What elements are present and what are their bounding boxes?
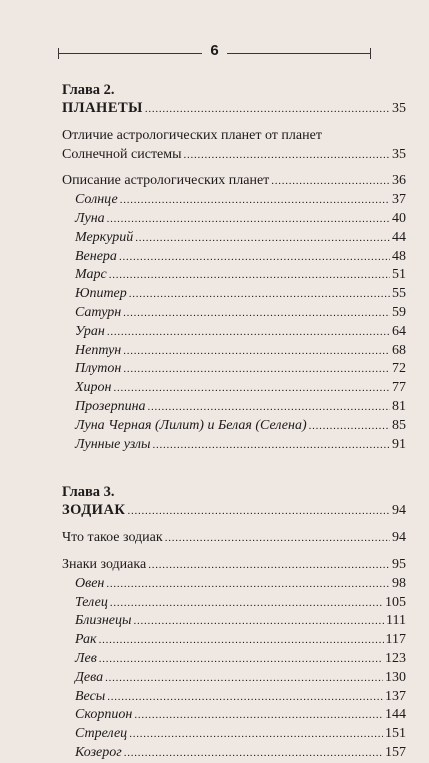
toc-subentry-page: 157	[385, 744, 406, 760]
toc-entry-page: 35	[392, 146, 406, 162]
spacer	[62, 164, 406, 172]
toc-subentry-text: Рак	[75, 632, 97, 648]
leader-dots	[107, 323, 390, 342]
toc-subentry[interactable]	[62, 706, 406, 725]
toc-entry-page: 94	[392, 530, 406, 546]
toc-subentry[interactable]	[62, 210, 406, 229]
leader-dots	[309, 417, 390, 436]
page-number-label: 6	[202, 42, 226, 59]
leader-dots	[99, 650, 383, 669]
leader-dots	[120, 191, 390, 210]
toc-subentry[interactable]	[62, 398, 406, 417]
toc-subentry-page: 37	[392, 192, 406, 208]
toc-subentry-page: 98	[392, 575, 406, 591]
chapter-title-entry-page: 94	[392, 503, 406, 519]
leader-dots	[145, 100, 390, 119]
toc-subentry[interactable]	[62, 417, 406, 436]
toc-subentry[interactable]	[62, 725, 406, 744]
chapter-label: Глава 3.	[62, 484, 115, 501]
toc-subentry-text: Лунные узлы	[75, 436, 151, 452]
leader-dots	[106, 575, 390, 594]
toc-entry[interactable]	[62, 127, 406, 146]
toc-subentry-text: Прозерпина	[75, 398, 146, 414]
toc-subentry-text: Козерог	[75, 744, 122, 760]
toc-subentry-text: Меркурий	[75, 229, 134, 245]
toc-subentry-page: 55	[392, 286, 406, 302]
toc-subentry-text: Лев	[75, 650, 97, 666]
toc-subentry[interactable]	[62, 229, 406, 248]
toc-section-text: Знаки зодиака	[62, 556, 147, 572]
leader-dots	[129, 285, 390, 304]
toc-subentry-text: Луна	[75, 210, 105, 226]
toc-subentry-page: 105	[385, 594, 406, 610]
toc-subentry-page: 117	[385, 632, 406, 648]
page-number	[0, 42, 429, 59]
toc-subentry-page: 44	[392, 229, 406, 245]
spacer	[62, 548, 406, 556]
toc-section[interactable]	[62, 556, 406, 575]
toc-subentry-page: 68	[392, 342, 406, 358]
leader-dots	[135, 229, 390, 248]
chapter-title-entry[interactable]	[62, 99, 406, 119]
toc-subentry-text: Скорпион	[75, 707, 133, 723]
leader-dots	[123, 360, 390, 379]
toc-subentry-text: Солнце	[75, 192, 118, 208]
toc-subentry-page: 85	[392, 417, 406, 433]
toc-subentry-page: 59	[392, 304, 406, 320]
toc-entry[interactable]	[62, 529, 406, 548]
leader-dots	[114, 379, 391, 398]
toc-subentry[interactable]	[62, 323, 406, 342]
toc-subentry-page: 77	[392, 380, 406, 396]
toc-subentry[interactable]	[62, 379, 406, 398]
table-of-contents	[62, 82, 406, 763]
toc-subentry[interactable]	[62, 191, 406, 210]
leader-dots	[153, 436, 390, 455]
toc-subentry-page: 137	[385, 688, 406, 704]
leader-dots	[271, 172, 390, 191]
toc-subentry[interactable]	[62, 266, 406, 285]
toc-subentry-page: 72	[392, 361, 406, 377]
toc-entry-text: Отличие астрологических планет от планет	[62, 127, 322, 143]
toc-subentry[interactable]	[62, 575, 406, 594]
chapter-label: Глава 2.	[62, 82, 115, 98]
toc-subentry[interactable]	[62, 304, 406, 323]
toc-subentry-text: Юпитер	[75, 286, 127, 302]
toc-subentry-text: Стрелец	[75, 726, 128, 742]
toc-subentry-page: 130	[385, 669, 406, 685]
toc-subentry-page: 48	[392, 248, 406, 264]
leader-dots	[99, 631, 384, 650]
toc-subentry[interactable]	[62, 612, 406, 631]
leader-dots	[123, 304, 390, 323]
leader-dots	[110, 594, 383, 613]
leader-dots	[133, 612, 384, 631]
toc-section-text: Описание астрологических планет	[62, 173, 270, 189]
toc-subentry-page: 40	[392, 210, 406, 226]
toc-subentry[interactable]	[62, 650, 406, 669]
leader-dots	[124, 744, 383, 763]
toc-subentry-text: Нептун	[75, 342, 122, 358]
leader-dots	[105, 669, 383, 688]
toc-subentry-text: Плутон	[75, 361, 122, 377]
toc-section-page: 36	[392, 173, 406, 189]
toc-subentry-text: Уран	[75, 323, 105, 339]
leader-dots	[127, 502, 390, 521]
toc-subentry-page: 51	[392, 267, 406, 283]
leader-dots	[148, 556, 390, 575]
toc-subentry[interactable]	[62, 436, 406, 455]
toc-subentry[interactable]	[62, 631, 406, 650]
chapter-title-entry-text: ПЛАНЕТЫ	[62, 100, 143, 116]
toc-entry-text: Солнечной системы	[62, 146, 182, 162]
toc-subentry-text: Марс	[75, 267, 107, 283]
toc-entry[interactable]	[62, 146, 406, 165]
leader-dots	[123, 342, 390, 361]
toc-subentry-text: Дева	[75, 669, 104, 685]
toc-section-page: 95	[392, 556, 406, 572]
toc-subentry-page: 144	[385, 707, 406, 723]
spacer	[62, 521, 406, 529]
chapter-gap	[62, 454, 406, 484]
leader-dots	[119, 248, 390, 267]
chapter-title-entry-text: ЗОДИАК	[62, 502, 126, 519]
leader-dots	[148, 398, 390, 417]
toc-entry-text: Что такое зодиак	[62, 530, 163, 546]
toc-subentry[interactable]	[62, 360, 406, 379]
toc-section[interactable]	[62, 172, 406, 191]
leader-dots	[129, 725, 383, 744]
chapter-title-entry[interactable]	[62, 501, 406, 521]
toc-subentry[interactable]	[62, 744, 406, 763]
leader-dots	[134, 706, 383, 725]
leader-dots	[109, 266, 390, 285]
toc-subentry-text: Телец	[75, 594, 108, 610]
toc-subentry-page: 91	[392, 436, 406, 452]
toc-subentry[interactable]	[62, 248, 406, 267]
toc-subentry[interactable]	[62, 669, 406, 688]
toc-subentry-text: Овен	[75, 575, 105, 591]
toc-subentry[interactable]	[62, 688, 406, 707]
toc-subentry-text: Луна Черная (Лилит) и Белая (Селена)	[75, 417, 307, 433]
toc-subentry-page: 81	[392, 398, 406, 414]
toc-subentry-text: Сатурн	[75, 304, 122, 320]
leader-dots	[107, 688, 383, 707]
toc-subentry-text: Хирон	[75, 380, 112, 396]
spacer	[62, 119, 406, 127]
toc-subentry-text: Весы	[75, 688, 106, 704]
toc-subentry-text: Венера	[75, 248, 117, 264]
toc-subentry[interactable]	[62, 342, 406, 361]
toc-subentry-page: 123	[385, 650, 406, 666]
toc-subentry[interactable]	[62, 594, 406, 613]
leader-dots	[184, 146, 390, 165]
leader-dots	[107, 210, 390, 229]
toc-subentry-page: 151	[385, 726, 406, 742]
leader-dots	[165, 529, 390, 548]
chapter-title-entry-page: 35	[392, 101, 406, 116]
toc-subentry[interactable]	[62, 285, 406, 304]
toc-subentry-page: 111	[386, 613, 406, 629]
toc-subentry-text: Близнецы	[75, 613, 132, 629]
toc-subentry-page: 64	[392, 323, 406, 339]
